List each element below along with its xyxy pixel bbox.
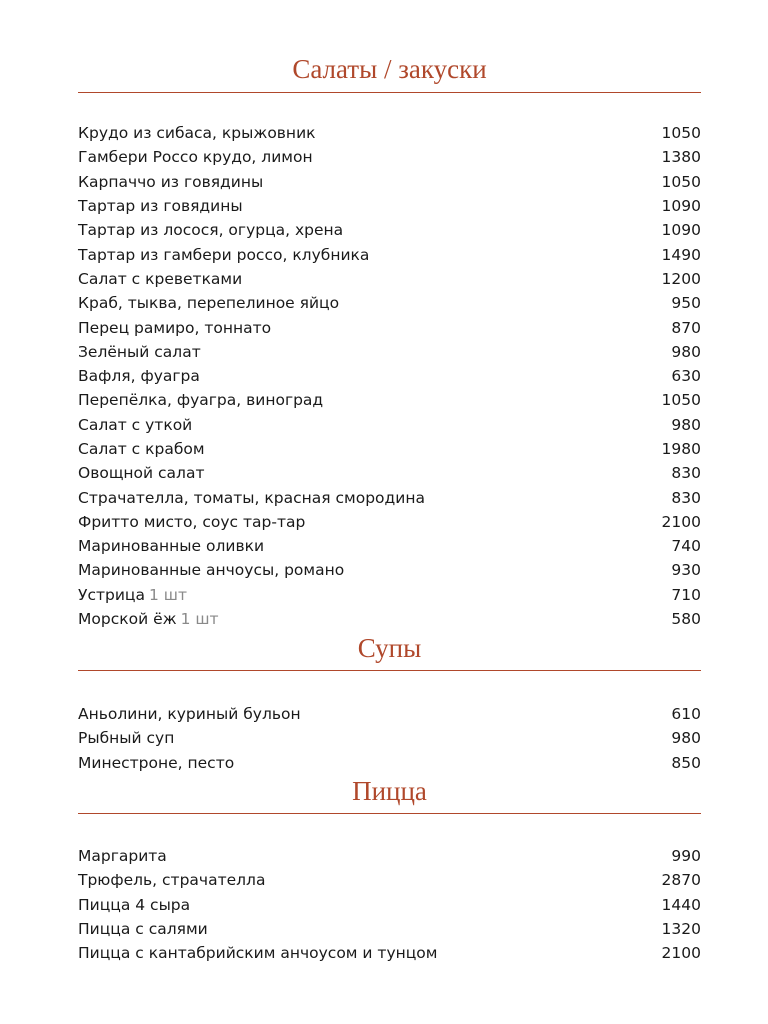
item-name: Морской ёж	[78, 610, 177, 629]
section-soups	[78, 631, 701, 772]
section-pizza	[78, 774, 701, 963]
item-price: 1050	[661, 124, 701, 143]
menu-item	[78, 941, 701, 965]
item-price: 740	[671, 537, 701, 556]
item-name-group	[78, 586, 187, 604]
section-divider	[78, 670, 701, 671]
menu-list	[78, 844, 701, 965]
menu-item	[78, 868, 701, 892]
item-name: Страчателла, томаты, красная смородина	[78, 488, 425, 507]
menu-item	[78, 917, 701, 941]
item-name: Перепёлка, фуагра, виноград	[78, 391, 324, 410]
section-divider	[78, 92, 701, 93]
item-name: Вафля, фуагра	[78, 367, 200, 386]
item-name: Трюфель, страчателла	[78, 871, 266, 890]
menu-item	[78, 194, 701, 218]
menu-item	[78, 291, 701, 315]
menu-list	[78, 121, 701, 631]
item-price: 2100	[661, 512, 701, 531]
item-price: 1090	[661, 221, 701, 240]
item-name: Тартар из лосося, огурца, хрена	[78, 221, 344, 240]
section-divider	[78, 813, 701, 814]
item-name: Карпаччо из говядины	[78, 172, 264, 191]
item-price: 930	[671, 561, 701, 580]
item-price: 830	[671, 464, 701, 483]
item-quantity-note: 1 шт	[180, 610, 219, 629]
menu-item	[78, 315, 701, 339]
item-name: Фритто мисто, соус тар-тар	[78, 512, 306, 531]
item-name: Минестроне, песто	[78, 753, 235, 772]
item-price: 1380	[661, 148, 701, 167]
menu-item	[78, 751, 701, 775]
menu-item	[78, 583, 701, 607]
menu-item	[78, 485, 701, 509]
item-name: Пицца с салями	[78, 920, 208, 939]
item-name: Овощной салат	[78, 464, 205, 483]
item-price: 870	[671, 318, 701, 337]
item-price: 2870	[661, 871, 701, 890]
section-title: Салаты / закуски	[292, 54, 487, 84]
menu-item	[78, 510, 701, 534]
item-price: 950	[671, 294, 701, 313]
item-price: 1200	[661, 269, 701, 288]
item-price: 830	[671, 488, 701, 507]
item-price: 1980	[661, 440, 701, 458]
item-name: Пицца 4 сыра	[78, 895, 191, 914]
item-name: Салат с крабом	[78, 440, 205, 458]
item-name: Маринованные анчоусы, романо	[78, 561, 345, 580]
item-price: 850	[671, 753, 701, 772]
item-name: Тартар из гамбери россо, клубника	[78, 245, 370, 264]
menu-item	[78, 702, 701, 726]
menu-item	[78, 388, 701, 412]
menu-item	[78, 121, 701, 145]
item-name: Аньолини, куриный бульон	[78, 705, 301, 724]
section-title: Пицца	[352, 776, 427, 806]
item-price: 990	[671, 847, 701, 866]
item-price: 1320	[661, 920, 701, 939]
item-name: Салат с креветками	[78, 269, 243, 288]
item-price: 980	[671, 342, 701, 361]
item-price: 980	[671, 729, 701, 748]
item-name: Крудо из сибаса, крыжовник	[78, 124, 316, 143]
section-salads	[78, 52, 701, 629]
item-quantity-note: 1 шт	[148, 585, 187, 604]
item-name: Устрица	[78, 585, 145, 604]
item-price: 710	[671, 585, 701, 604]
item-price: 630	[671, 367, 701, 386]
menu-item	[78, 218, 701, 242]
section-title: Супы	[357, 633, 422, 663]
item-price: 2100	[661, 944, 701, 963]
item-name: Гамбери Россо крудо, лимон	[78, 148, 313, 167]
item-name: Маринованные оливки	[78, 537, 265, 556]
item-price: 580	[671, 610, 701, 629]
menu-item	[78, 726, 701, 750]
menu-item	[78, 145, 701, 169]
menu-item	[78, 413, 701, 437]
menu-item	[78, 340, 701, 364]
item-name: Тартар из говядины	[78, 197, 243, 216]
item-name: Перец рамиро, тоннато	[78, 318, 272, 337]
menu-item	[78, 558, 701, 582]
item-name: Краб, тыква, перепелиное яйцо	[78, 294, 340, 313]
item-name: Зелёный салат	[78, 342, 201, 361]
item-name-group	[78, 610, 219, 628]
menu-item	[78, 607, 701, 631]
item-name: Салат с уткой	[78, 415, 193, 434]
item-price: 1440	[661, 895, 701, 914]
menu-list	[78, 702, 701, 775]
item-name: Маргарита	[78, 847, 167, 866]
menu-item	[78, 893, 701, 917]
item-price: 610	[671, 705, 701, 724]
item-price: 1050	[661, 172, 701, 191]
menu-item	[78, 437, 701, 461]
menu-item	[78, 267, 701, 291]
menu-item	[78, 364, 701, 388]
menu-item	[78, 844, 701, 868]
item-price: 1050	[661, 391, 701, 410]
menu-item	[78, 242, 701, 266]
menu-item	[78, 461, 701, 485]
menu-item	[78, 170, 701, 194]
menu-item	[78, 534, 701, 558]
item-name: Пицца с кантабрийским анчоусом и тунцом	[78, 944, 438, 963]
item-price: 980	[671, 415, 701, 434]
item-price: 1490	[661, 245, 701, 264]
item-price: 1090	[661, 197, 701, 216]
item-name: Рыбный суп	[78, 729, 175, 748]
